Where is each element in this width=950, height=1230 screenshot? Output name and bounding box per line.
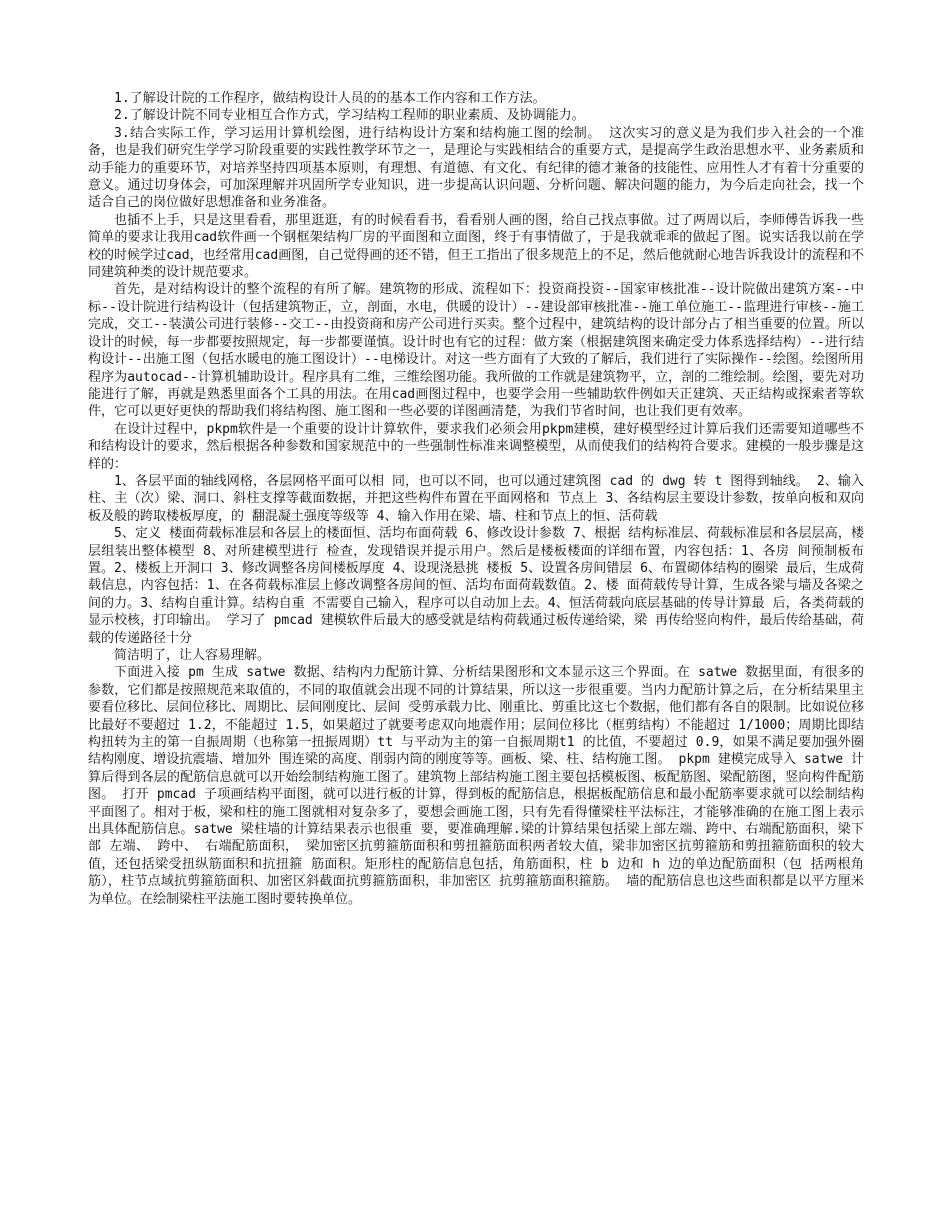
paragraph-modeling-steps-1: 1、各层平面的轴线网格，各层网格平面可以相 同，也可以不同，也可以通过建筑图 cad 的 dwg 转 t 图得到轴线。 2、输入 柱、主（次）梁、洞口、斜柱支撑等截面数据，并把这些构件布置在平面网格和 节点上 3、各结构层主要设计参数，按单向板和双向板及般的跨取楼板厚度，的 翻混凝土强度等级等 4、输入作用在梁、墙、柱和节点上的恒、活荷载 bbox=[88, 473, 864, 524]
paragraph-design-process: 首先，是对结构设计的整个流程的有所了解。建筑物的形成、流程如下：投资商投资--国家审核批准--设计院做出建筑方案--中标--设计院进行结构设计（包括建筑物正，立，剖面，水电，供暖的设计）--建设部审核批准--施工单位施工--监理进行审核--施工完成，交工--装潢公司进行装修--交工--由投资商和房产公司进行买卖。整个过程中，建筑结构的设计部分占了相当重要的位置。所以设计的时候，每一步都要按照规定，每一步都要谨慎。设计时也有它的过程：做方案（根据建筑图来确定受力体系选择结构）--进行结构设计--出施工图（包括水暖电的施工图设计）--电梯设计。对这一些方面有了大致的了解后，我们进行了实际操作--绘图。绘图所用程序为autocad--计算机辅助设计。程序具有二维，三维绘图功能。我所做的工作就是建筑物平，立，剖的二维绘制。绘图，要先对功能进行了解，再就是熟悉里面各个工具的用法。在用cad画图过程中，也要学会用一些辅助软件例如天正建筑、天正结构或探索者等软件，它可以更好更快的帮助我们将结构图、施工图和一些必要的详图画清楚，为我们节省时间，也让我们更有效率。 bbox=[88, 282, 864, 420]
paragraph-pkpm-intro: 在设计过程中，pkpm软件是一个重要的设计计算软件，要求我们必须会用pkpm建模，建好模型经过计算后我们还需要知道哪些不和结构设计的要求，然后根据各种参数和国家规范中的一些强制性标准来调整模型，从而使我们的结构符合要求。建模的一般步骤是这样的： bbox=[88, 421, 864, 472]
paragraph-objective-1: 1.了解设计院的工作程序，做结构设计人员的的基本工作内容和工作方法。 bbox=[114, 91, 546, 106]
paragraph-satwe-analysis: 下面进入接 pm 生成 satwe 数据、结构内力配筋计算、分析结果图形和文本显示这三个界面。在 satwe 数据里面，有很多的参数，它们都是按照规范来取值的，不同的取值就会出现不同的计算结果，所以这一步很重要。当内力配筋计算之后，在分析结果里主要看位移比、层间位移比、周期比、层间刚度比、层间 受剪承载力比、刚重比、剪重比这七个数据，他们都有各自的限制。比如说位移比最好不要超过 1.2，不能超过 1.5，如果超过了就要考虑双向地震作用；层间位移比（框剪结构）不能超过 1/1000；周期比即结构扭转为主的第一自振周期（也称第一扭振周期）tt 与平动为主的第一自振周期t1 的比值，不要超过 0.9，如果不满足要加强外圈结构刚度、增设抗震墙、增加外 围连梁的高度、削弱内筒的刚度等等。画板、梁、柱、结构施工图。 pkpm 建模完成导入 satwe 计算后得到各层的配筋信息就可以开始绘制结构施工图了。建筑物上部结构施工图主要包括模板图、板配筋图、梁配筋图，竖向构件配筋图。 打开 pmcad 子项画结构平面图，就可以进行板的计算，得到板的配筋信息，根据板配筋信息和最小配筋率要求就可以绘制结构平面图了。相对于板，梁和柱的施工图就相对复杂多了，要想会画施工图，只有先看得懂梁柱平法标注，才能够准确的在施工图上表示出具体配筋信息。satwe 梁柱墙的计算结果表示也很重 要，要准确理解.梁的计算结果包括梁上部左端、跨中、右端配筋面积，梁下部 左端、 跨中、 右端配筋面积， 梁加密区抗剪箍筋面积和剪扭箍筋面积两者较大值，梁非加密区抗剪箍筋和剪扭箍筋面积的较大值，还包括梁受扭纵筋面积和抗扭箍 筋面积。矩形柱的配筋信息包括，角筋面积，柱 b 边和 h 边的单边配筋面积（包 括两根角筋），柱节点域抗剪箍筋面积、加密区斜截面抗剪箍筋面积，非加密区 抗剪箍筋面积箍筋。 墙的配筋信息也这些面积都是以平方厘米为单位。在绘制梁柱平法施工图时要转换单位。 bbox=[88, 665, 864, 907]
paragraph-objective-3: 3.结合实际工作，学习运用计算机绘图，进行结构设计方案和结构施工图的绘制。 这次实习的意义是为我们步入社会的一个准备，也是我们研究生学学习阶段重要的实践性教学环节之一，是理论与实践相结合的重要方式，是提高学生政治思想水平、业务素质和动手能力的重要环节，对培养坚持四项基本原则，有理想、有道德、有文化、有纪律的德才兼备的技能性、应用性人才有着十分重要的意义。通过切身体会，可加深理解并巩固所学专业知识，进一步提高认识问题、分析问题、解决问题的能力，为今后走向社会，找一个适合自己的岗位做好思想准备和业务准备。 bbox=[88, 125, 864, 211]
paragraph-objective-2: 2.了解设计院不同专业相互合作方式，学习结构工程师的职业素质、及协调能力。 bbox=[114, 108, 585, 124]
paragraph-load-path-summary: 简洁明了，让人容易理解。 bbox=[114, 648, 271, 663]
paragraph-modeling-steps-2: 5、定义 楼面荷载标准层和各层上的楼面恒、活均布面荷载 6、修改设计参数 7、根据 结构标准层、荷载标准层和各层层高，楼层组装出整体模型 8、对所建模型进行 检查，发现错误并提示用户。然后是楼板楼面的详细布置，内容包括：1、各房 间预制板布置。2、楼板上开洞口 3、修改调整各房间楼板厚度 4、设现浇悬挑 楼板 5、设置各房间错层 6、布置砌体结构的圈梁 最后，生成荷载信息，内容包括：1、在各荷载标准层上修改调整各房间的恒、活均布面荷载数值。2、楼 面荷载传导计算，生成各梁与墙及各梁之间的力。3、结构自重计算。结构自重 不需要自己输入，程序可以自动加上去。4、恒活荷载向底层基础的传导计算最 后，各类荷载的显示校核，打印输出。 学习了 pmcad 建模软件后最大的感受就是结构荷载通过板传递给梁，梁 再传给竖向构件，最后传给基础，荷载的传递路径十分 bbox=[88, 526, 864, 646]
document-body bbox=[88, 90, 864, 908]
paragraph-cad-practice: 也插不上手，只是这里看看，那里逛逛，有的时候看看书，看看别人画的图，给自己找点事做。过了两周以后，李师傅告诉我一些简单的要求让我用cad软件画一个钢框架结构厂房的平面图和立面图，终于有事情做了，于是我就乖乖的做起了图。说实话我以前在学校的时候学过cad，也经常用cad画图，自己觉得画的还不错，但王工指出了很多规范上的不足，然后他就耐心地告诉我设计的流程和不同建筑种类的设计规范要求。 bbox=[88, 212, 864, 281]
